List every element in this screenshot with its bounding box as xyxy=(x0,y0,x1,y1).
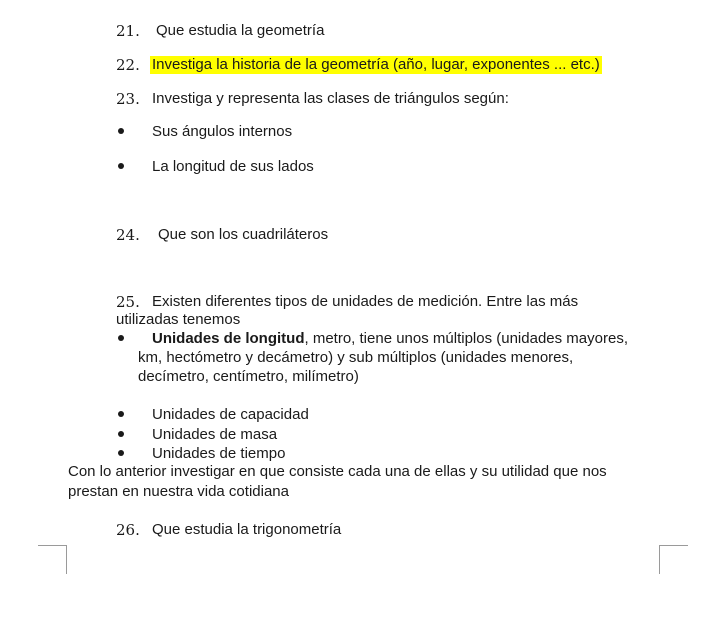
bullet-icon xyxy=(118,450,124,456)
item-number-26: 26. xyxy=(116,521,140,539)
item-text-26: Que estudia la trigonometría xyxy=(152,521,342,538)
bullet-lados: La longitud de sus lados xyxy=(152,158,314,175)
longitud-bold-label: Unidades de longitud xyxy=(152,330,305,347)
bullet-longitud-line2: km, hectómetro y decámetro) y sub múltiplos (unidades menores, xyxy=(138,349,574,366)
page-corner-mark-left xyxy=(38,545,67,574)
item-number-23: 23. xyxy=(116,90,140,108)
bullet-capacidad: Unidades de capacidad xyxy=(152,406,309,423)
bullet-icon xyxy=(118,163,124,169)
item-number-25: 25. xyxy=(116,293,140,311)
item-number-21: 21. xyxy=(116,22,140,40)
item-number-22: 22. xyxy=(116,56,140,74)
conclusion-line2: prestan en nuestra vida cotidiana xyxy=(68,483,289,500)
conclusion-line1: Con lo anterior investigar en que consiste cada una de ellas y su utilidad que nos xyxy=(68,463,607,480)
item-text-25-line1: Existen diferentes tipos de unidades de medición. Entre las más xyxy=(152,293,579,310)
bullet-longitud-line3: decímetro, centímetro, milímetro) xyxy=(138,368,359,385)
bullet-icon xyxy=(118,411,124,417)
page-corner-mark-right xyxy=(659,545,688,574)
bullet-icon xyxy=(118,431,124,437)
bullet-angulos: Sus ángulos internos xyxy=(152,123,293,140)
item-text-21: Que estudia la geometría xyxy=(156,22,325,39)
item-text-23: Investiga y representa las clases de triángulos según: xyxy=(152,90,509,107)
item-number-24: 24. xyxy=(116,226,140,244)
bullet-masa: Unidades de masa xyxy=(152,426,278,443)
bullet-icon xyxy=(118,335,124,341)
item-text-22-highlighted: Investiga la historia de la geometría (año, lugar, exponentes ... etc.) xyxy=(152,56,600,73)
longitud-rest: , metro, tiene unos múltiplos (unidades mayores, xyxy=(304,330,628,347)
bullet-icon xyxy=(118,128,124,134)
bullet-tiempo: Unidades de tiempo xyxy=(152,445,286,462)
bullet-longitud-line1 xyxy=(152,330,628,348)
item-text-24: Que son los cuadriláteros xyxy=(158,226,329,243)
item-text-25-line2: utilizadas tenemos xyxy=(116,311,241,328)
